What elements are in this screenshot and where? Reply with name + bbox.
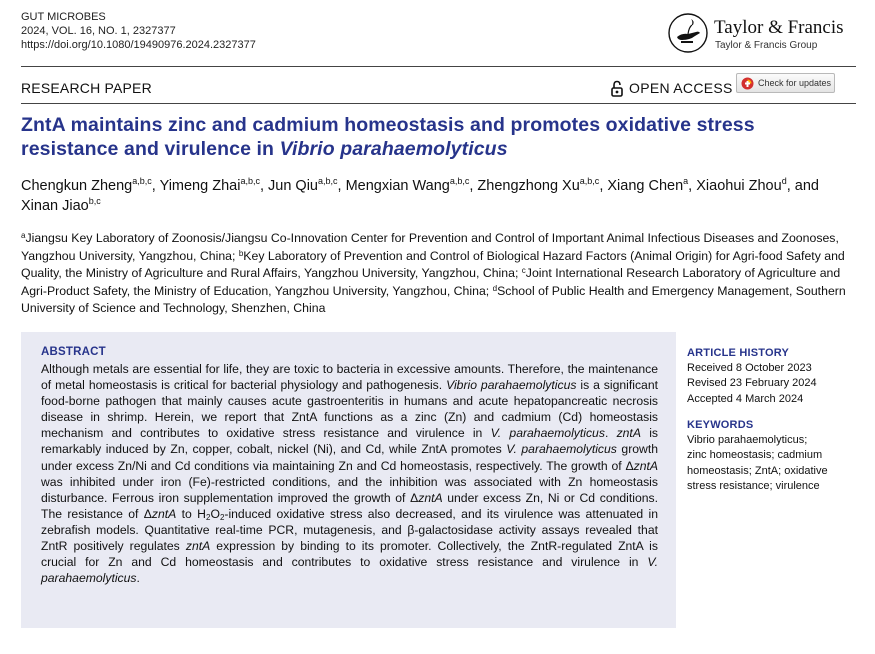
received-date: Received 8 October 2023 <box>687 362 812 375</box>
author-name: Jun Qiu <box>268 178 318 194</box>
article-history <box>687 346 817 407</box>
keyword-line: stress resistance; virulence <box>687 479 820 492</box>
author-name: Xiang Chen <box>607 178 684 194</box>
abstract-segment: Although metals are essential for life, they are toxic to bacteria in excessive amounts. Therefore, the maintenance of metal homeostasis is critical for bacterial physiology and pathogenesis. <box>41 362 658 393</box>
abstract-segment: was inhibited under iron (Fe)-restricted conditions, and the inhibition was associated with Zn homeostasis disturbance. Ferrous iron supplementation improved the growth of Δ <box>41 474 658 505</box>
keywords <box>687 418 828 494</box>
keyword-line: zinc homeostasis; cadmium <box>687 449 823 462</box>
affiliation-text: Jiangsu Key Laboratory of Zoonosis/Jiangsu Co-Innovation Center for Prevention and Control of Important Animal Infectious Diseases and Zoonoses, Yangzhou University, Yangzhou, China; <box>21 231 839 263</box>
abstract-segment: . <box>136 571 140 586</box>
author-name: Yimeng Zhai <box>159 178 241 194</box>
affiliation-text: Joint International Research Laboratory of Agriculture and Agri-Product Safety, the Ministry of Education, Yangzhou University, Yangzhou, China; <box>21 266 841 298</box>
open-lock-icon <box>611 80 623 97</box>
abstract-segment: under excess Zn, Ni or Cd conditions. The resistance of Δ <box>41 490 658 521</box>
open-access-text: OPEN ACCESS <box>629 80 733 96</box>
publisher-lamp-icon <box>668 12 708 54</box>
abstract-segment: is a significant food-borne pathogen that mainly causes acute gastroenteritis in humans and acute hepatopancreatic necrosis disease in shrimp. Herein, we report that ZntA functions as a zinc (Zn) and cadmium (Cd) homeostasis mechanism and contributes to oxidative stress resistance and virulence in <box>41 378 658 441</box>
author-affiliation-mark: a,b,c <box>240 176 260 186</box>
author-affiliation-mark: a,b,c <box>132 176 152 186</box>
abstract-segment: expression by binding to its promoter. Collectively, the ZntR-regulated ZntA is crucial for Zn and Cd homeostasis and contributes to oxidative stress resistance and virulence in <box>41 539 658 570</box>
author-separator: , <box>469 178 478 194</box>
abstract-italic: Vibrio parahaemolyticus <box>446 378 577 393</box>
open-access-label <box>611 79 733 97</box>
author[interactable] <box>346 178 470 194</box>
abstract-italic: zntA <box>616 426 641 441</box>
affiliation-mark: c <box>521 266 526 276</box>
author-affiliation-mark: d <box>781 176 787 186</box>
affiliation-text: Key Laboratory of Prevention and Control of Biological Hazard Factors (Animal Origin) for Agri-food Safety and Quality, the Ministry of Agriculture and Rural Affairs, Yangzhou University, Yangzhou, China; <box>21 248 845 281</box>
abstract-text <box>41 361 658 586</box>
keywords-heading: KEYWORDS <box>687 419 754 431</box>
abstract-italic: zntA <box>151 506 177 521</box>
author-affiliation-mark: b,c <box>88 196 101 206</box>
abstract-italic: zntA <box>633 458 658 473</box>
publisher-group: Taylor & Francis Group <box>715 40 818 51</box>
author-name: Xiaohui Zhou <box>696 178 782 194</box>
author-list <box>21 176 856 216</box>
accepted-date: Accepted 4 March 2024 <box>687 392 804 405</box>
author-separator: , <box>151 178 160 194</box>
author-separator: , and <box>786 178 819 194</box>
abstract-italic: V. parahaemolyticus <box>41 555 658 586</box>
abstract-italic: V. parahaemolyticus <box>506 442 617 457</box>
abstract-segment: . <box>604 426 617 441</box>
abstract-subscript: 2 <box>219 512 225 522</box>
journal-name: GUT MICROBES <box>21 11 106 23</box>
doi-link[interactable]: https://doi.org/10.1080/19490976.2024.2327377 <box>21 39 256 51</box>
abstract-italic: zntA <box>418 490 443 505</box>
author[interactable] <box>21 178 152 194</box>
keyword-line: homeostasis; ZntA; oxidative <box>687 464 828 477</box>
title-main: ZntA maintains zinc and cadmium homeostasis and promotes oxidative stress resistance and virulence in <box>21 114 755 160</box>
author[interactable] <box>696 178 786 194</box>
affiliation-text: School of Public Health and Emergency Management, Southern University of Science and Technology, Shenzhen, China <box>21 283 846 316</box>
author[interactable] <box>160 178 260 194</box>
keyword-line: Vibrio parahaemolyticus; <box>687 434 808 447</box>
abstract-heading: ABSTRACT <box>41 346 106 358</box>
author-separator: , <box>688 178 697 194</box>
abstract-segment: O <box>210 506 220 521</box>
abstract-segment: growth under excess Zn/Ni and Cd conditions via maintaining Zn and Cd homeostasis, respectively. The growth of Δ <box>41 442 659 473</box>
abstract-segment: -induced oxidative stress also decreased, and its virulence was attenuated in zebrafish models. Quantitative real-time PCR, mutagenesis, and β-galactosidase activity assays revealed that ZntR positively regulates <box>41 506 659 554</box>
article-title <box>21 113 856 161</box>
author[interactable] <box>21 198 101 214</box>
author-separator: , <box>259 178 269 194</box>
abstract-italic: zntA <box>185 539 211 554</box>
header-rule <box>21 66 856 67</box>
abstract-subscript: 2 <box>206 512 211 522</box>
affiliation-mark: b <box>238 248 244 258</box>
revised-date: Revised 23 February 2024 <box>687 377 817 390</box>
publisher-logo[interactable] <box>668 12 848 56</box>
author-name: Xinan Jiao <box>21 198 89 214</box>
article-type: RESEARCH PAPER <box>21 80 152 96</box>
abstract-segment: to H <box>176 506 206 521</box>
author-name: Mengxian Wang <box>345 178 450 194</box>
check-for-updates-label: Check for updates <box>758 78 832 88</box>
article-history-heading: ARTICLE HISTORY <box>687 347 790 359</box>
affiliations <box>21 230 851 318</box>
author[interactable] <box>268 178 338 194</box>
affiliation-mark: a <box>21 231 26 240</box>
check-for-updates-button[interactable] <box>736 73 835 93</box>
author-name: Chengkun Zheng <box>21 178 133 194</box>
author-affiliation-mark: a,b,c <box>579 176 600 186</box>
author[interactable] <box>477 178 599 194</box>
affiliation-mark: d <box>492 283 498 293</box>
abstract-italic: V. parahaemolyticus <box>490 426 605 441</box>
author-separator: , <box>599 178 608 194</box>
author-affiliation-mark: a,b,c <box>318 176 338 186</box>
publisher-name: Taylor & Francis <box>714 17 844 38</box>
journal-info <box>21 10 256 52</box>
author-name: Zhengzhong Xu <box>477 178 580 194</box>
author-affiliation-mark: a <box>683 176 689 186</box>
author-separator: , <box>337 178 346 194</box>
abstract-segment: is remarkably induced by Zn, copper, cobalt, nickel (Ni), and Cd, while ZntA promotes <box>41 426 658 457</box>
title-rule <box>21 103 856 104</box>
title-italic: Vibrio parahaemolyticus <box>279 138 508 160</box>
author[interactable] <box>607 178 688 194</box>
author-affiliation-mark: a,b,c <box>449 176 470 186</box>
journal-volume: 2024, VOL. 16, NO. 1, 2327377 <box>21 25 176 37</box>
crossmark-icon <box>741 77 754 90</box>
